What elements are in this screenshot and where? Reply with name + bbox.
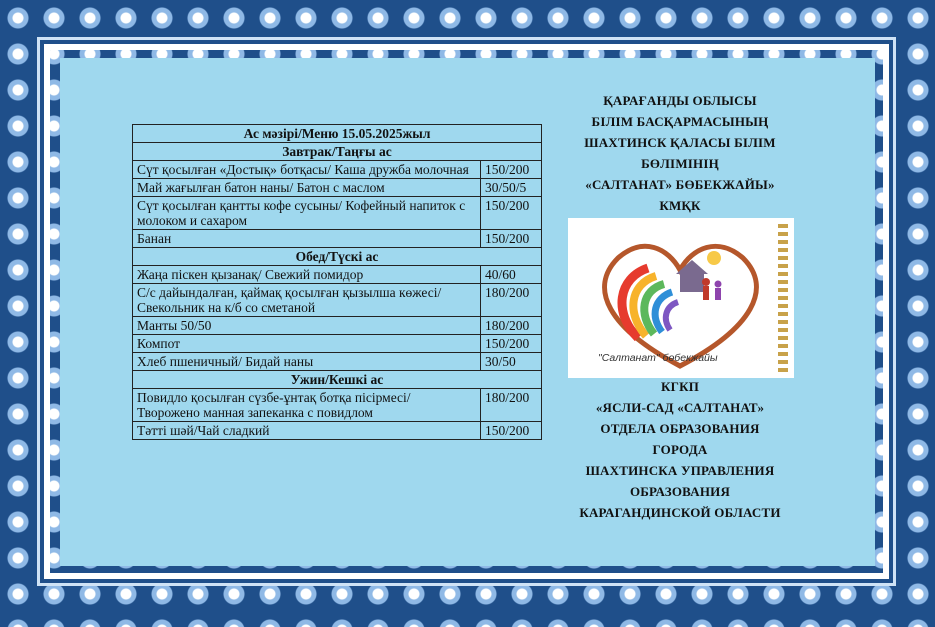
org-ru-line: ШАХТИНСКА УПРАВЛЕНИЯ bbox=[585, 463, 775, 478]
dish-name: Компот bbox=[133, 335, 481, 353]
dish-qty: 180/200 bbox=[481, 389, 542, 422]
dish-qty: 180/200 bbox=[481, 317, 542, 335]
dish-qty: 30/50 bbox=[481, 353, 542, 371]
org-kz-line: ҚАРАҒАНДЫ ОБЛЫСЫ bbox=[603, 93, 757, 108]
dish-name: Тәтті шәй/Чай сладкий bbox=[133, 422, 481, 440]
dish-name: С/с дайындалған, қаймақ қосылған қызылша көжесі/ Свекольник на к/б со сметаной bbox=[133, 284, 481, 317]
table-row bbox=[133, 335, 542, 353]
org-kz-line: ШАХТИНСК ҚАЛАСЫ БІЛІМ bbox=[584, 135, 776, 150]
dish-name: Банан bbox=[133, 230, 481, 248]
table-row bbox=[133, 317, 542, 335]
dish-name: Манты 50/50 bbox=[133, 317, 481, 335]
org-kz-line: КМҚК bbox=[659, 198, 701, 213]
section-header-lunch: Обед/Түскі ас bbox=[133, 248, 542, 266]
org-kz-line: БӨЛІМІНІҢ bbox=[641, 156, 719, 171]
ornament-strip bbox=[778, 224, 788, 374]
org-ru-line: «ЯСЛИ-САД «САЛТАНАТ» bbox=[595, 400, 765, 415]
section-header-dinner: Ужин/Кешкі ас bbox=[133, 371, 542, 389]
org-kz-line: БІЛІМ БАСҚАРМАСЫНЫҢ bbox=[591, 114, 769, 129]
table-row bbox=[133, 284, 542, 317]
dish-qty: 30/50/5 bbox=[481, 179, 542, 197]
org-ru-line: КГКП bbox=[660, 379, 700, 394]
org-name-ru bbox=[550, 376, 810, 523]
content-panel bbox=[60, 58, 875, 566]
table-row bbox=[133, 266, 542, 284]
dish-name: Повидло қосылған сүзбе-ұнтақ ботқа пісірмесі/ Творожено манная запеканка с повидлом bbox=[133, 389, 481, 422]
section-header-breakfast: Завтрак/Таңғы ас bbox=[133, 143, 542, 161]
logo-caption: "Салтанат" бөбекжайы bbox=[598, 352, 718, 364]
org-ru-line: ОБРАЗОВАНИЯ bbox=[629, 484, 731, 499]
dish-name: Май жағылған батон наны/ Батон с маслом bbox=[133, 179, 481, 197]
table-row bbox=[133, 161, 542, 179]
dish-qty: 180/200 bbox=[481, 284, 542, 317]
org-ru-line: ГОРОДА bbox=[652, 442, 708, 457]
dish-qty: 150/200 bbox=[481, 197, 542, 230]
dish-name: Сүт қосылған қантты кофе сусыны/ Кофейный напиток с молоком и сахаром bbox=[133, 197, 481, 230]
dish-name: Жаңа піскен қызанақ/ Свежий помидор bbox=[133, 266, 481, 284]
table-row bbox=[133, 422, 542, 440]
org-ru-line: ОТДЕЛА ОБРАЗОВАНИЯ bbox=[600, 421, 760, 436]
menu-title: Ас мәзірі/Меню 15.05.2025жыл bbox=[133, 125, 542, 143]
dish-qty: 150/200 bbox=[481, 335, 542, 353]
org-name-kz bbox=[550, 90, 810, 216]
table-row bbox=[133, 353, 542, 371]
dish-qty: 40/60 bbox=[481, 266, 542, 284]
menu-table bbox=[132, 124, 542, 440]
dish-qty: 150/200 bbox=[481, 230, 542, 248]
org-ru-line: КАРАГАНДИНСКОЙ ОБЛАСТИ bbox=[579, 505, 781, 520]
dish-name: Хлеб пшеничный/ Бидай наны bbox=[133, 353, 481, 371]
table-row bbox=[133, 230, 542, 248]
table-row bbox=[133, 389, 542, 422]
dish-qty: 150/200 bbox=[481, 161, 542, 179]
dish-qty: 150/200 bbox=[481, 422, 542, 440]
kindergarten-logo bbox=[568, 218, 794, 378]
dish-name: Сүт қосылған «Достық» ботқасы/ Каша дружба молочная bbox=[133, 161, 481, 179]
table-row bbox=[133, 179, 542, 197]
table-row bbox=[133, 197, 542, 230]
org-kz-line: «САЛТАНАТ» БӨБЕКЖАЙЫ» bbox=[585, 177, 775, 192]
